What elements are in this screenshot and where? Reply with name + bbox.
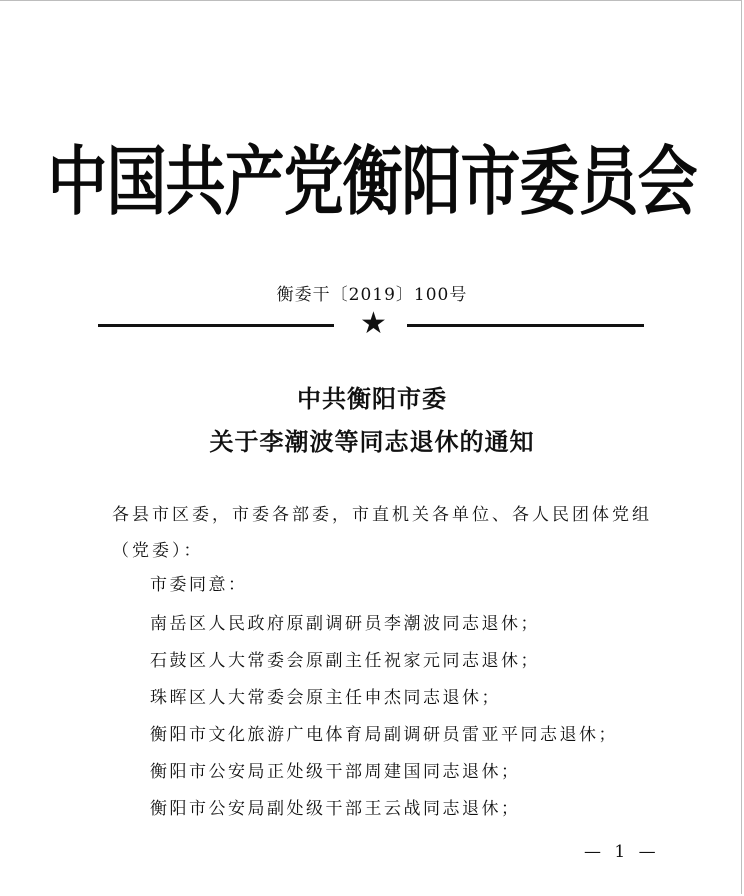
star-icon: ★: [360, 306, 387, 341]
list-item: 石鼓区人大常委会原副主任祝家元同志退休；: [150, 651, 540, 671]
masthead-title: 中国共产党衡阳市委员会: [47, 138, 697, 227]
separator-rule-right: [407, 324, 644, 327]
addressee: 各县市区委，市委各部委，市直机关各单位、各人民团体党组（党委）：: [112, 505, 652, 561]
list-item: 衡阳市文化旅游广电体育局副调研员雷亚平同志退休；: [150, 725, 618, 745]
separator-rule-left: [98, 324, 334, 327]
list-item: 衡阳市公安局副处级干部王云战同志退休；: [150, 799, 521, 819]
list-item: 衡阳市公安局正处级干部周建国同志退休；: [150, 762, 521, 782]
list-item: 南岳区人民政府原副调研员李潮波同志退休；: [150, 614, 540, 634]
notice-title-line1: 中共衡阳市委: [297, 385, 447, 413]
red-line-separator: [98, 306, 646, 342]
body-intro: 市委同意：: [150, 575, 248, 595]
document-number: 衡委干〔2019〕100号: [276, 285, 468, 305]
list-item: 珠晖区人大常委会原主任申杰同志退休；: [150, 688, 501, 708]
notice-title-line2: 关于李潮波等同志退休的通知: [209, 428, 535, 456]
page-number: — 1 —: [584, 842, 660, 862]
